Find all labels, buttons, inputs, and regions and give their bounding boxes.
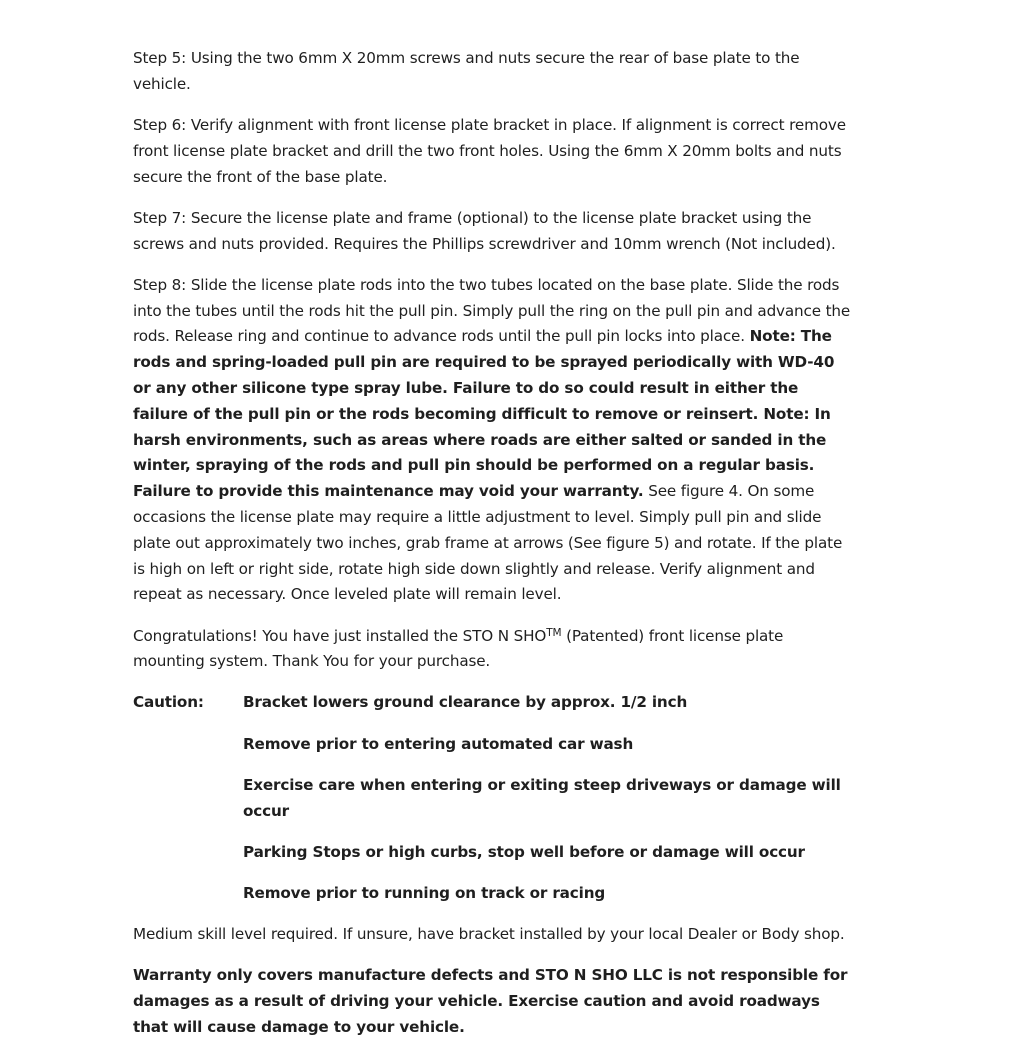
caution-item: Parking Stops or high curbs, stop well before or damage will occur <box>243 842 805 861</box>
step-8-paragraph <box>133 273 853 608</box>
step-8-maintenance-note: Note: The rods and spring-loaded pull pin are required to be sprayed periodically with WD-40 or any other silicone type spray lube. Failure to do so could result in either the failure of the pull pin or the rods becoming difficult to remove or reinsert. Note: In harsh environments, such as areas where roads are either salted or sanded in the winter, spraying of the rods and pull pin should be performed on a regular basis. Failure to provide this maintenance may void your warranty. <box>133 327 835 501</box>
trademark-mark: TM <box>546 626 562 639</box>
step-8-intro: Step 8: Slide the license plate rods into the two tubes located on the base plate. Slide the rods into the tubes until the rods hit the pull pin. Simply pull the ring on the pull pin and advance the rods. Release ring and continue to advance rods until the pull pin locks into place. <box>133 275 851 346</box>
caution-section <box>133 690 853 906</box>
caution-list <box>243 690 853 906</box>
congratulations-text-end: (Patented) front license plate mounting system. Thank You for your purchase. <box>133 626 784 671</box>
caution-item: Remove prior to running on track or racing <box>243 884 606 903</box>
caution-item: Exercise care when entering or exiting steep driveways or damage will occur <box>243 775 841 820</box>
caution-label: Caution: <box>133 693 204 712</box>
skill-level-paragraph: Medium skill level required. If unsure, have bracket installed by your local Dealer or Body shop. <box>133 925 845 944</box>
step-8-outro: See figure 4. On some occasions the license plate may require a little adjustment to level. Simply pull pin and slide plate out approximately two inches, grab frame at arrows (See figure 5) and rotate. If the plate is high on left or right side, rotate high side down slightly and release. Verify alignment and repeat as necessary. Once leveled plate will remain level. <box>133 482 843 604</box>
warranty-paragraph: Warranty only covers manufacture defects and STO N SHO LLC is not responsible for damages as a result of driving your vehicle. Exercise caution and avoid roadways that will cause damage to your vehicle. <box>133 966 848 1036</box>
step-6-paragraph: Step 6: Verify alignment with front license plate bracket in place. If alignment is correct remove front license plate bracket and drill the two front holes. Using the 6mm X 20mm bolts and nuts secure the front of the base plate. <box>133 115 846 186</box>
document-page <box>133 46 853 1056</box>
step-7-paragraph: Step 7: Secure the license plate and frame (optional) to the license plate bracket using the screws and nuts provided. Requires the Phillips screwdriver and 10mm wrench (Not included). <box>133 208 836 253</box>
step-5-paragraph: Step 5: Using the two 6mm X 20mm screws and nuts secure the rear of base plate to the vehicle. <box>133 49 800 93</box>
congratulations-paragraph <box>133 624 853 676</box>
caution-item: Remove prior to entering automated car wash <box>243 734 634 753</box>
caution-item: Bracket lowers ground clearance by approx. 1/2 inch <box>243 693 688 712</box>
congratulations-text: Congratulations! You have just installed the STO N SHO <box>133 626 547 645</box>
